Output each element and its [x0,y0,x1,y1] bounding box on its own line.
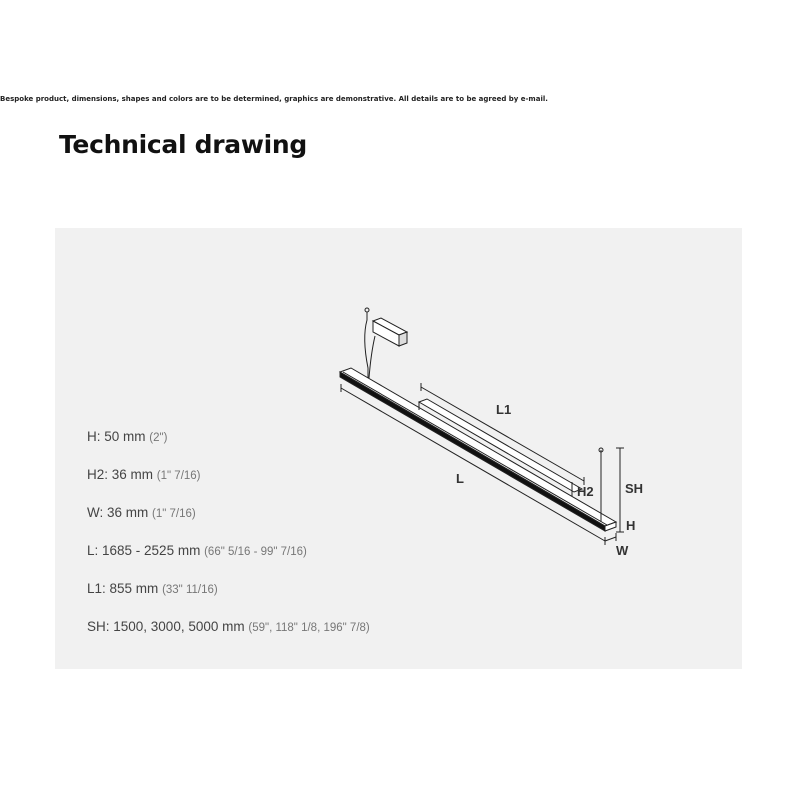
spec-imperial: (33" 11/16) [162,584,218,596]
dim-label-l: L [456,471,464,486]
spec-label: H2: 36 mm [87,467,154,482]
wire-hook [365,308,369,312]
dimension-line-l [341,384,605,541]
spec-label: H: 50 mm [87,429,146,444]
spec-label: L: 1685 - 2525 mm [87,543,201,558]
suspension-wire [369,336,375,378]
dim-label-l1: L1 [496,402,512,417]
disclaimer-text: Bespoke product, dimensions, shapes and colors are to be determined, graphics are demonstrative. All details are to be agreed by e-mail. [0,95,548,103]
ceiling-canopy [373,318,407,346]
spec-label: SH: 1500, 3000, 5000 mm [87,619,245,634]
spec-imperial: (1" 7/16) [152,508,196,520]
dim-label-h2: H2 [577,484,594,499]
suspension-wire [365,312,368,378]
dim-label-h: H [626,518,636,533]
page-title: Technical drawing [59,130,307,159]
spec-imperial: (1" 7/16) [156,470,201,482]
dimension-line-sh [616,448,624,518]
dim-label-sh: SH [625,481,644,496]
dim-label-w: W [616,543,629,558]
technical-drawing-panel [55,228,742,669]
dimension-line-h [616,518,624,532]
dimension-line-w [605,533,616,545]
lamp-drawing [55,228,742,669]
spec-imperial: (59", 118" 1/8, 196" 7/8) [248,622,370,634]
spec-label: W: 36 mm [87,505,149,520]
spec-imperial: (66" 5/16 - 99" 7/16) [204,546,307,558]
spec-label: L1: 855 mm [87,581,159,596]
spec-imperial: (2") [149,432,168,444]
luminaire-body [340,368,616,531]
